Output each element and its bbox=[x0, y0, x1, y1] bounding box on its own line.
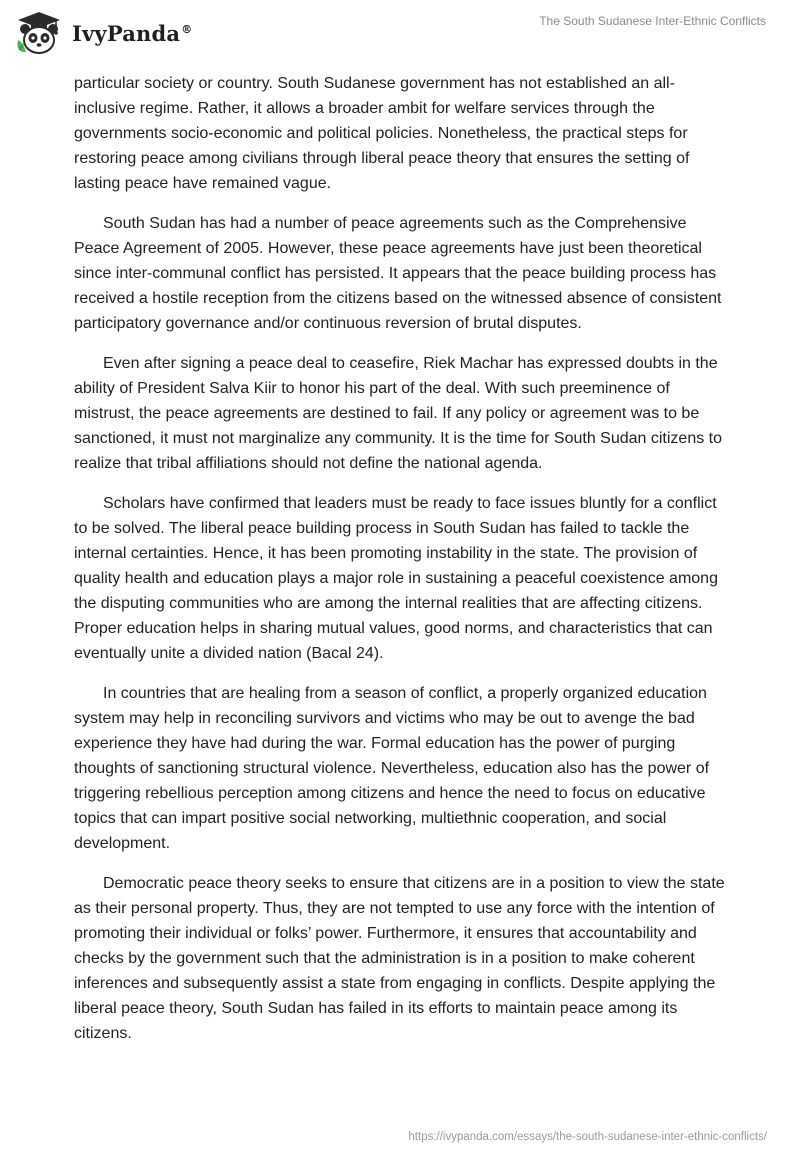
paragraph: Democratic peace theory seeks to ensure that citizens are in a position to view the state as their personal property. Thus, they are not tempted to use any force with the intention of promoting their individual or folks’ power. Furthermore, it ensures that accountability and checks by the government such that the administration is in a position to make coherent inferences and subsequently assist a state from engaging in conflicts. Despite applying the liberal peace theory, South Sudan has failed in its efforts to maintain peace among its citizens. bbox=[74, 875, 725, 1042]
paragraph: Even after signing a peace deal to ceasefire, Riek Machar has expressed doubts in the ability of President Salva Kiir to honor his part of the deal. With such preeminence of mistrust, the peace agreements are destined to fail. If any policy or agreement was to be sanctioned, it must not marginalize any community. It is the time for South Sudan citizens to realize that tribal affiliations should not define the national agenda. bbox=[74, 355, 723, 472]
paragraph: particular society or country. South Sudanese government has not established an all-inclusive regime. Rather, it allows a broader ambit for welfare services through the governments socio-economic and political policies. Nonetheless, the practical steps for restoring peace among civilians through liberal peace theory that ensures the setting of lasting peace have remained vague. bbox=[74, 75, 690, 192]
paragraph: In countries that are healing from a season of conflict, a properly organized education system may help in reconciling survivors and victims who may be out to avenge the bad experience they have had during the war. Formal education has the power of purging thoughts of sanctioning structural violence. Nevertheless, education also has the power of triggering rebellious perception among citizens and hence the need to focus on educative topics that can impart positive social networking, multiethnic cooperation, and social development. bbox=[74, 685, 710, 852]
ivypanda-logo[interactable] bbox=[14, 10, 192, 56]
registered-mark: ® bbox=[181, 22, 193, 36]
source-url-link[interactable]: https://ivypanda.com/essays/the-south-sudanese-inter-ethnic-conflicts/ bbox=[408, 1131, 767, 1143]
panda-graduation-cap-icon bbox=[14, 10, 64, 56]
paragraph: Scholars have confirmed that leaders must be ready to face issues bluntly for a conflict to be solved. The liberal peace building process in South Sudan has failed to tackle the internal certainties. Hence, it has been promoting instability in the state. The provision of quality health and education plays a major role in sustaining a peaceful coexistence among the disputing communities who are among the internal realities that are affecting citizens. Proper education helps in sharing mutual values, good norms, and characteristics that can eventually unite a divided nation (Bacal 24). bbox=[74, 495, 718, 662]
page-header bbox=[0, 0, 800, 66]
logo-text: IvyPanda® bbox=[72, 20, 193, 46]
paragraph: South Sudan has had a number of peace agreements such as the Comprehensive Peace Agreement of 2005. However, these peace agreements have just been theoretical since inter-communal conflict has persisted. It appears that the peace building process has received a hostile reception from the citizens based on the witnessed absence of consistent participatory governance and/or continuous reversion of brutal disputes. bbox=[74, 215, 722, 332]
document-title: The South Sudanese Inter-Ethnic Conflicts bbox=[539, 14, 766, 28]
essay-body bbox=[74, 71, 730, 1061]
